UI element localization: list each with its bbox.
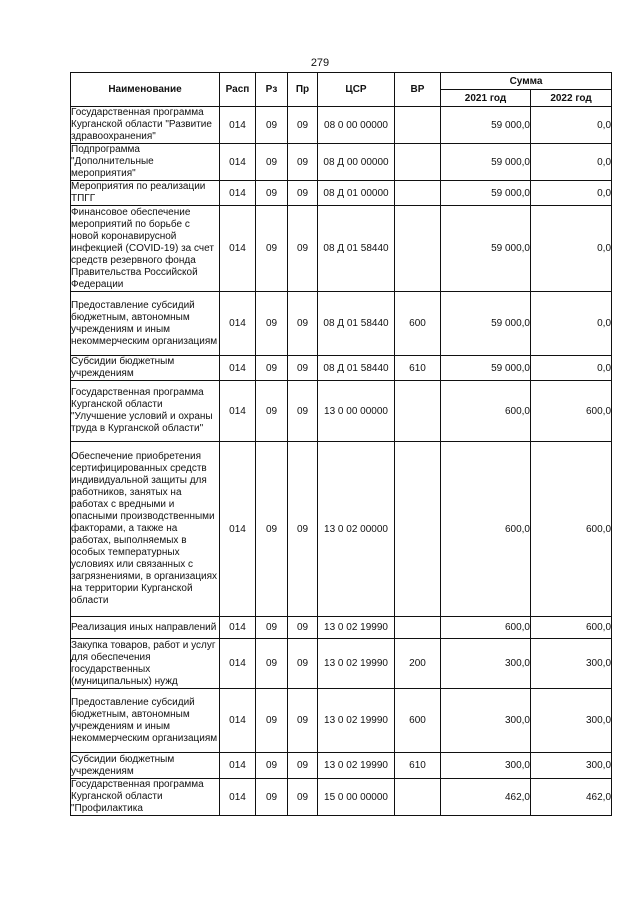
cell-sum-2022: 600,0 [531,442,612,617]
table-row [71,107,612,144]
cell-vr: 600 [395,292,441,356]
table-row [71,689,612,753]
cell-sum-2021: 462,0 [441,779,531,816]
budget-table [70,72,612,816]
cell-pr: 09 [288,206,318,292]
cell-rz: 09 [256,779,288,816]
cell-sum-2021: 600,0 [441,442,531,617]
table-row [71,356,612,381]
cell-sum-2022: 0,0 [531,292,612,356]
cell-rz: 09 [256,144,288,181]
cell-name: Государственная программа Курганской области "Улучшение условий и охраны труда в Курганской области" [71,381,220,442]
cell-rz: 09 [256,639,288,689]
cell-rz: 09 [256,356,288,381]
cell-sum-2021: 59 000,0 [441,181,531,206]
cell-pr: 09 [288,356,318,381]
cell-csr: 08 0 00 00000 [318,107,395,144]
cell-rasp: 014 [220,356,256,381]
table-row [71,442,612,617]
cell-csr: 08 Д 01 00000 [318,181,395,206]
cell-name: Предоставление субсидий бюджетным, автономным учреждениям и иным некоммерческим организациям [71,292,220,356]
header-pr: Пр [288,73,318,107]
cell-rasp: 014 [220,779,256,816]
cell-sum-2022: 0,0 [531,206,612,292]
cell-pr: 09 [288,779,318,816]
cell-rasp: 014 [220,753,256,779]
cell-rasp: 014 [220,689,256,753]
cell-rz: 09 [256,292,288,356]
cell-sum-2021: 59 000,0 [441,107,531,144]
cell-csr: 13 0 02 19990 [318,639,395,689]
cell-pr: 09 [288,144,318,181]
cell-sum-2021: 300,0 [441,689,531,753]
cell-name: Реализация иных направлений [71,617,220,639]
cell-rasp: 014 [220,381,256,442]
table-row [71,639,612,689]
cell-pr: 09 [288,442,318,617]
cell-sum-2022: 0,0 [531,107,612,144]
cell-name: Подпрограмма "Дополнительные мероприятия" [71,144,220,181]
cell-vr [395,107,441,144]
cell-pr: 09 [288,181,318,206]
header-sum: Сумма [441,73,612,90]
cell-sum-2021: 59 000,0 [441,292,531,356]
cell-sum-2021: 600,0 [441,617,531,639]
cell-vr [395,206,441,292]
cell-rz: 09 [256,689,288,753]
cell-sum-2022: 462,0 [531,779,612,816]
cell-rasp: 014 [220,144,256,181]
header-year-2022: 2022 год [531,90,612,107]
cell-name: Государственная программа Курганской области "Профилактика [71,779,220,816]
cell-rasp: 014 [220,442,256,617]
cell-vr [395,144,441,181]
cell-vr [395,181,441,206]
cell-vr: 610 [395,753,441,779]
cell-pr: 09 [288,381,318,442]
cell-csr: 13 0 02 00000 [318,442,395,617]
cell-vr: 610 [395,356,441,381]
cell-pr: 09 [288,617,318,639]
cell-rasp: 014 [220,206,256,292]
cell-rasp: 014 [220,639,256,689]
cell-sum-2022: 600,0 [531,617,612,639]
cell-csr: 08 Д 01 58440 [318,292,395,356]
cell-vr [395,381,441,442]
cell-rasp: 014 [220,181,256,206]
cell-rasp: 014 [220,617,256,639]
header-csr: ЦСР [318,73,395,107]
cell-csr: 13 0 02 19990 [318,689,395,753]
table-row [71,181,612,206]
cell-sum-2022: 0,0 [531,356,612,381]
cell-csr: 13 0 02 19990 [318,617,395,639]
cell-rz: 09 [256,381,288,442]
cell-rz: 09 [256,617,288,639]
header-vr: ВР [395,73,441,107]
page-number: 279 [310,57,330,69]
cell-csr: 13 0 02 19990 [318,753,395,779]
header-name: Наименование [71,73,220,107]
table-row [71,206,612,292]
cell-sum-2022: 600,0 [531,381,612,442]
cell-sum-2021: 300,0 [441,753,531,779]
header-rz: Рз [256,73,288,107]
cell-sum-2021: 59 000,0 [441,206,531,292]
cell-vr [395,617,441,639]
cell-sum-2022: 300,0 [531,753,612,779]
cell-pr: 09 [288,639,318,689]
table-row [71,753,612,779]
cell-rz: 09 [256,181,288,206]
cell-vr [395,442,441,617]
cell-pr: 09 [288,292,318,356]
cell-name: Мероприятия по реализации ТПГГ [71,181,220,206]
cell-rasp: 014 [220,107,256,144]
cell-rasp: 014 [220,292,256,356]
cell-name: Субсидии бюджетным учреждениям [71,753,220,779]
cell-sum-2022: 300,0 [531,689,612,753]
cell-name: Закупка товаров, работ и услуг для обеспечения государственных (муниципальных) нужд [71,639,220,689]
cell-name: Финансовое обеспечение мероприятий по борьбе с новой коронавирусной инфекцией (COVID-19) за счет средств резервного фонда Правительства Российской Федерации [71,206,220,292]
table-row [71,381,612,442]
table-row [71,292,612,356]
cell-vr: 600 [395,689,441,753]
cell-sum-2022: 300,0 [531,639,612,689]
table-row [71,779,612,816]
cell-sum-2022: 0,0 [531,181,612,206]
cell-sum-2021: 59 000,0 [441,144,531,181]
cell-name: Субсидии бюджетным учреждениям [71,356,220,381]
cell-name: Предоставление субсидий бюджетным, автономным учреждениям и иным некоммерческим организациям [71,689,220,753]
cell-rz: 09 [256,206,288,292]
cell-pr: 09 [288,107,318,144]
cell-csr: 08 Д 00 00000 [318,144,395,181]
cell-csr: 08 Д 01 58440 [318,206,395,292]
cell-csr: 15 0 00 00000 [318,779,395,816]
cell-pr: 09 [288,753,318,779]
cell-csr: 13 0 00 00000 [318,381,395,442]
cell-vr [395,779,441,816]
cell-vr: 200 [395,639,441,689]
cell-rz: 09 [256,107,288,144]
table-row [71,144,612,181]
table-body [71,107,612,816]
cell-rz: 09 [256,753,288,779]
header-year-2021: 2021 год [441,90,531,107]
cell-sum-2021: 600,0 [441,381,531,442]
cell-name: Обеспечение приобретения сертифицированных средств индивидуальной защиты для работников, занятых на работах с вредными и опасными производственными факторами, а также на работах, выполняемых в особых температурных условиях или связанных с загрязнениями, в организациях на территории Курганской области [71,442,220,617]
cell-sum-2021: 300,0 [441,639,531,689]
cell-pr: 09 [288,689,318,753]
cell-csr: 08 Д 01 58440 [318,356,395,381]
table-row [71,617,612,639]
header-rasp: Расп [220,73,256,107]
cell-name: Государственная программа Курганской области "Развитие здравоохранения" [71,107,220,144]
cell-sum-2022: 0,0 [531,144,612,181]
cell-sum-2021: 59 000,0 [441,356,531,381]
cell-rz: 09 [256,442,288,617]
